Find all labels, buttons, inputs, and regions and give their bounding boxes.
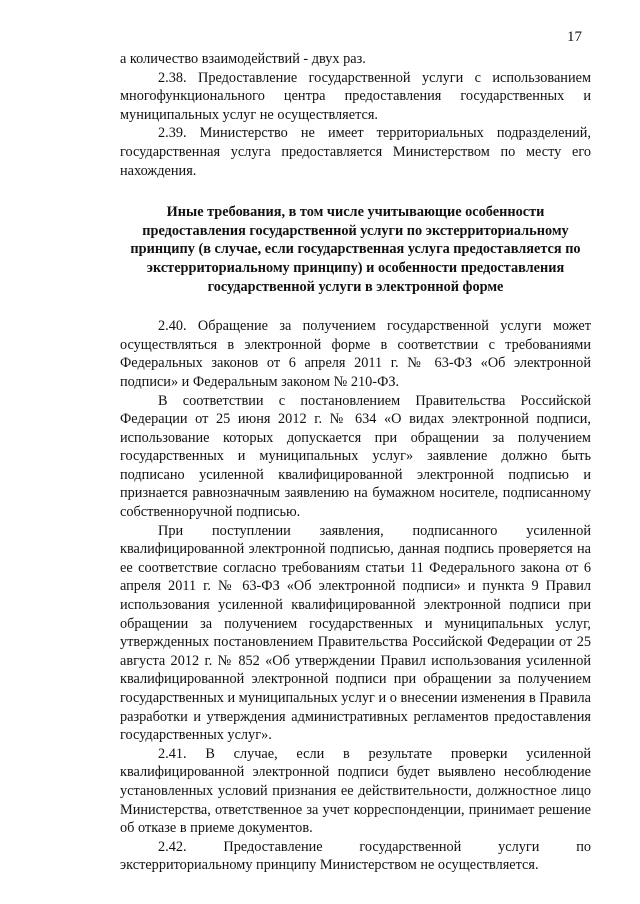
paragraph-2-42: 2.42. Предоставление государственной услуги по экстерриториальному принципу Министерством не осуществляется. <box>120 838 591 874</box>
paragraph-2-38: 2.38. Предоставление государственной услуги с использованием многофункционального центра предоставления государственных и муниципальных услуг не осуществляется. <box>120 69 591 123</box>
paragraph-2-41: 2.41. В случае, если в результате проверки усиленной квалифицированной электронной подписи будет выявлено несоблюдение установленных условий признания ее действительности, должностное лицо Министерства, ответственное за учет корреспонденции, принимает решение об отказе в приеме документов. <box>120 745 591 837</box>
document-body <box>120 50 591 875</box>
paragraph-signature-check: При поступлении заявления, подписанного усиленной квалифицированной электронной подписью, данная подпись проверяется на ее соответствие согласно требованиям статьи 11 Федерального закона от 6 апреля 2011 г. № 63-ФЗ «Об электронной подписи» и пункта 9 Правил использования усиленной квалифицированной электронной подписи при обращении за получением государственных и муниципальных услуг, утвержденных постановлением Правительства Российской Федерации от 25 августа 2012 г. № 852 «Об утверждении Правил использования усиленной квалифицированной электронной подписи при обращении за получением государственных и муниципальных услуг и о внесении изменения в Правила разработки и утверждения административных регламентов предоставления государственных услуг». <box>120 522 591 744</box>
paragraph-continuation: а количество взаимодействий - двух раз. <box>120 51 366 67</box>
page-number: 17 <box>567 29 582 45</box>
section-heading: Иные требования, в том числе учитывающие особенности предоставления государственной услуги по экстерриториальному принципу (в случае, если государственная услуга предоставляется по экстерриториальному принципу) и особенности предоставления государственной услуги в электронной форме <box>130 204 581 295</box>
paragraph-2-39: 2.39. Министерство не имеет территориальных подразделений, государственная услуга предоставляется Министерством по месту его нахождения. <box>120 125 591 179</box>
paragraph-decree-634: В соответствии с постановлением Правительства Российской Федерации от 25 июня 2012 г. № 634 «О видах электронной подписи, использование которых допускается при обращении за получением государственных и муниципальных услуг» заявление должно быть подписано усиленной квалифицированной электронной подписью и признается равнозначным заявлению на бумажном носителе, подписанному собственноручной подписью. <box>120 392 591 521</box>
paragraph-2-40: 2.40. Обращение за получением государственной услуги может осуществляться в электронной форме в соответствии с требованиями Федеральных законов от 6 апреля 2011 г. № 63-ФЗ «Об электронной подписи» и Федеральным законом № 210-ФЗ. <box>120 318 591 390</box>
